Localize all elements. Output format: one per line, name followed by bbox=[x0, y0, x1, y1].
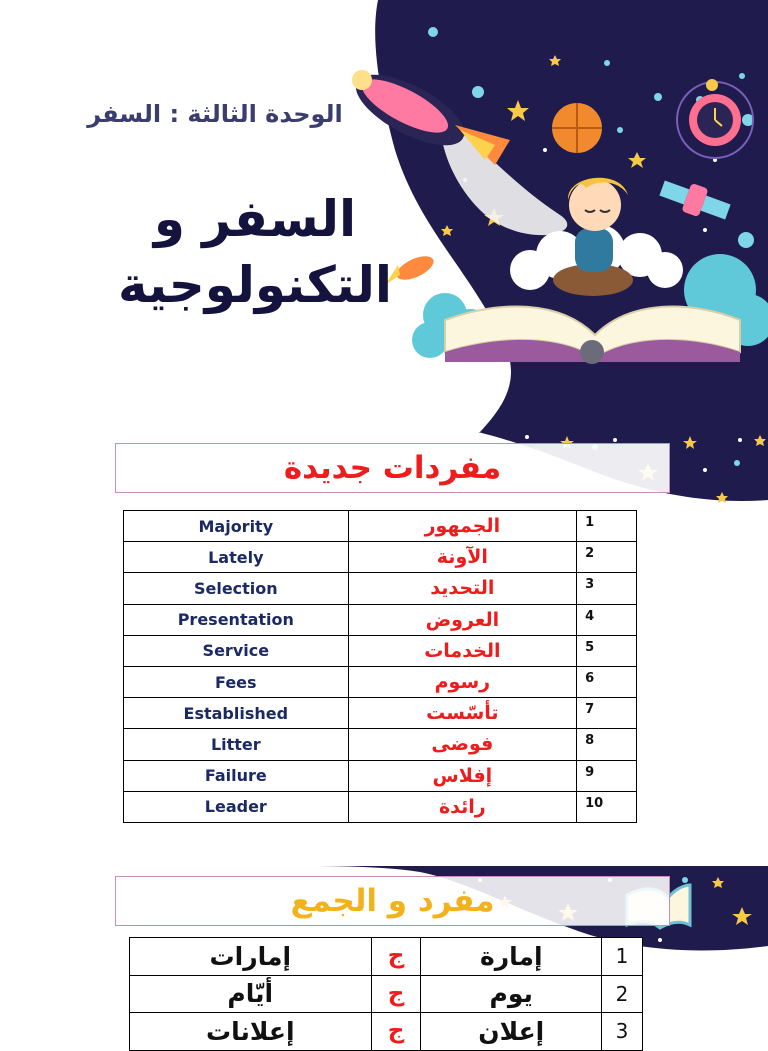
row-number: 10 bbox=[577, 791, 637, 822]
english-word: Fees bbox=[124, 666, 349, 697]
english-word: Service bbox=[124, 635, 349, 666]
row-number: 3 bbox=[577, 573, 637, 604]
table-row bbox=[124, 635, 637, 666]
row-number: 6 bbox=[577, 666, 637, 697]
table-row bbox=[124, 573, 637, 604]
plural-marker: ج bbox=[371, 1013, 421, 1051]
plural-word: أيّام bbox=[130, 975, 372, 1013]
table-row bbox=[124, 666, 637, 697]
row-number: 1 bbox=[602, 938, 643, 976]
planet-icon bbox=[552, 103, 602, 153]
arabic-word: رائدة bbox=[348, 791, 576, 822]
row-number: 2 bbox=[602, 975, 643, 1013]
singular-word: إعلان bbox=[421, 1013, 602, 1051]
main-title: السفر و التكنولوجية bbox=[117, 190, 393, 314]
vocabulary-banner bbox=[115, 443, 670, 493]
arabic-word: إفلاس bbox=[348, 760, 576, 791]
arabic-word: الخدمات bbox=[348, 635, 576, 666]
english-word: Lately bbox=[124, 542, 349, 573]
table-row bbox=[124, 698, 637, 729]
row-number: 7 bbox=[577, 698, 637, 729]
plural-word: إمارات bbox=[130, 938, 372, 976]
arabic-word: رسوم bbox=[348, 666, 576, 697]
arabic-word: التحديد bbox=[348, 573, 576, 604]
row-number: 4 bbox=[577, 604, 637, 635]
plural-marker: ج bbox=[371, 938, 421, 976]
row-number: 3 bbox=[602, 1013, 643, 1051]
row-number: 1 bbox=[577, 511, 637, 542]
table-row bbox=[130, 975, 643, 1013]
row-number: 8 bbox=[577, 729, 637, 760]
vocabulary-table bbox=[123, 510, 637, 823]
arabic-word: فوضى bbox=[348, 729, 576, 760]
arabic-word: تأسّست bbox=[348, 698, 576, 729]
table-row bbox=[130, 1013, 643, 1051]
english-word: Failure bbox=[124, 760, 349, 791]
table-row bbox=[124, 511, 637, 542]
row-number: 2 bbox=[577, 542, 637, 573]
singular-word: يوم bbox=[421, 975, 602, 1013]
unit-title: الوحدة الثالثة : السفر bbox=[87, 100, 343, 128]
arabic-word: الجمهور bbox=[348, 511, 576, 542]
english-word: Presentation bbox=[124, 604, 349, 635]
table-row bbox=[124, 604, 637, 635]
plural-word: إعلانات bbox=[130, 1013, 372, 1051]
english-word: Established bbox=[124, 698, 349, 729]
english-word: Leader bbox=[124, 791, 349, 822]
english-word: Selection bbox=[124, 573, 349, 604]
row-number: 9 bbox=[577, 760, 637, 791]
vocabulary-title: مفردات جديدة bbox=[283, 450, 502, 486]
arabic-word: الآونة bbox=[348, 542, 576, 573]
arabic-word: العروض bbox=[348, 604, 576, 635]
english-word: Majority bbox=[124, 511, 349, 542]
table-row bbox=[124, 791, 637, 822]
english-word: Litter bbox=[124, 729, 349, 760]
singular-plural-title: مفرد و الجمع bbox=[290, 883, 495, 919]
table-row bbox=[124, 542, 637, 573]
table-row bbox=[130, 938, 643, 976]
row-number: 5 bbox=[577, 635, 637, 666]
plural-marker: ج bbox=[371, 975, 421, 1013]
table-row bbox=[124, 760, 637, 791]
singular-plural-banner bbox=[115, 876, 670, 926]
singular-word: إمارة bbox=[421, 938, 602, 976]
singular-plural-table bbox=[129, 937, 643, 1051]
table-row bbox=[124, 729, 637, 760]
